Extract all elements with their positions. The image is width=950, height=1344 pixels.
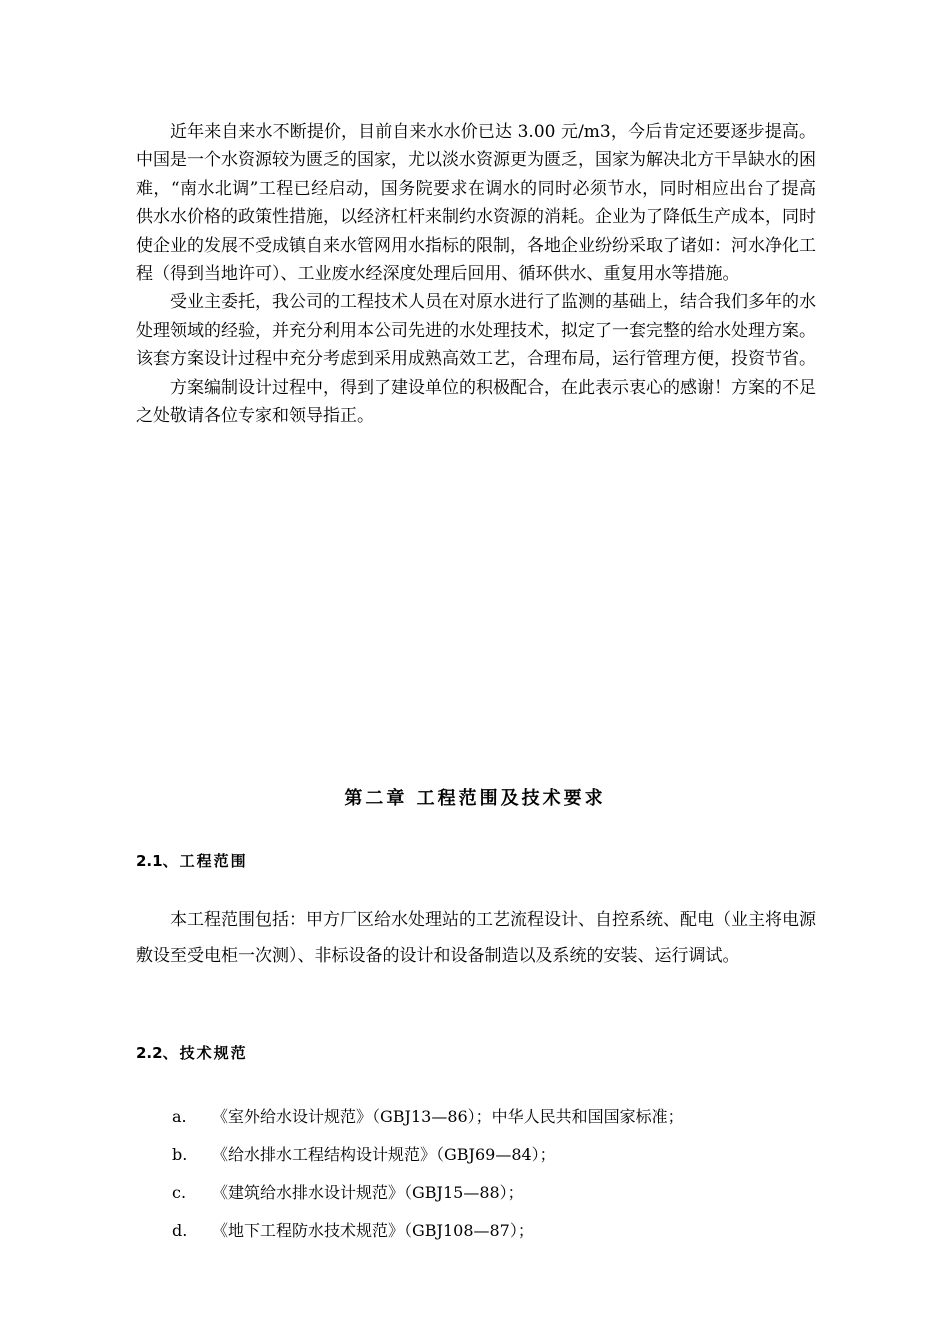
section-title: 工程范围 bbox=[179, 852, 248, 870]
list-item-text: 《地下工程防水技术规范》（GBJ108—87）； bbox=[212, 1221, 534, 1240]
section-heading-scope bbox=[136, 850, 248, 872]
chapter-title: 第二章 工程范围及技术要求 bbox=[344, 788, 606, 809]
intro-paragraph-1: 近年来自来水不断提价，目前自来水水价已达 3.00 元/m3，今后肯定还要逐步提高。中国是一个水资源较为匮乏的国家，尤以淡水资源更为匮乏，国家为解决北方干旱缺水的困难，“南水北调”工程已经启动，国务院要求在调水的同时必须节水，同时相应出台了提高供水水价格的政策性措施，以经济杠杆来制约水资源的消耗。企业为了降低生产成本，同时使企业的发展不受成镇自来水管网用水指标的限制，各地企业纷纷采取了诸如：河水净化工程（得到当地许可）、工业废水经深度处理后回用、循环供水、重复用水等措施。 bbox=[136, 122, 816, 285]
intro-paragraph-2: 受业主委托，我公司的工程技术人员在对原水进行了监测的基础上，结合我们多年的水处理领域的经验，并充分利用本公司先进的水处理技术，拟定了一套完整的给水处理方案。该套方案设计过程中充分考虑到采用成熟高效工艺，合理布局，运行管理方便，投资节省。 bbox=[136, 292, 816, 370]
list-item bbox=[172, 1136, 684, 1174]
intro-text bbox=[136, 118, 816, 430]
section-title: 技术规范 bbox=[179, 1044, 248, 1062]
standards-list bbox=[172, 1098, 684, 1250]
list-item bbox=[172, 1098, 684, 1136]
list-marker: d. bbox=[172, 1221, 188, 1240]
list-item bbox=[172, 1174, 684, 1212]
section-number: 2.1、 bbox=[136, 852, 178, 870]
section-number: 2.2、 bbox=[136, 1044, 178, 1062]
scope-paragraph: 本工程范围包括：甲方厂区给水处理站的工艺流程设计、自控系统、配电（业主将电源敷设至受电柜一次测）、非标设备的设计和设备制造以及系统的安装、运行调试。 bbox=[136, 910, 816, 966]
list-item-text: 《室外给水设计规范》（GBJ13—86）；中华人民共和国国家标准； bbox=[212, 1107, 684, 1126]
list-marker: b. bbox=[172, 1145, 188, 1164]
scope-text bbox=[136, 902, 816, 974]
list-item bbox=[172, 1212, 684, 1250]
section-heading-standards bbox=[136, 1042, 248, 1064]
list-item-text: 《给水排水工程结构设计规范》（GBJ69—84）； bbox=[212, 1145, 556, 1164]
list-item-text: 《建筑给水排水设计规范》（GBJ15—88）； bbox=[212, 1183, 524, 1202]
intro-paragraph-3: 方案编制设计过程中，得到了建设单位的积极配合，在此表示衷心的感谢！方案的不足之处敬请各位专家和领导指正。 bbox=[136, 377, 816, 427]
list-marker: a. bbox=[172, 1107, 187, 1126]
list-marker: c. bbox=[172, 1183, 187, 1202]
